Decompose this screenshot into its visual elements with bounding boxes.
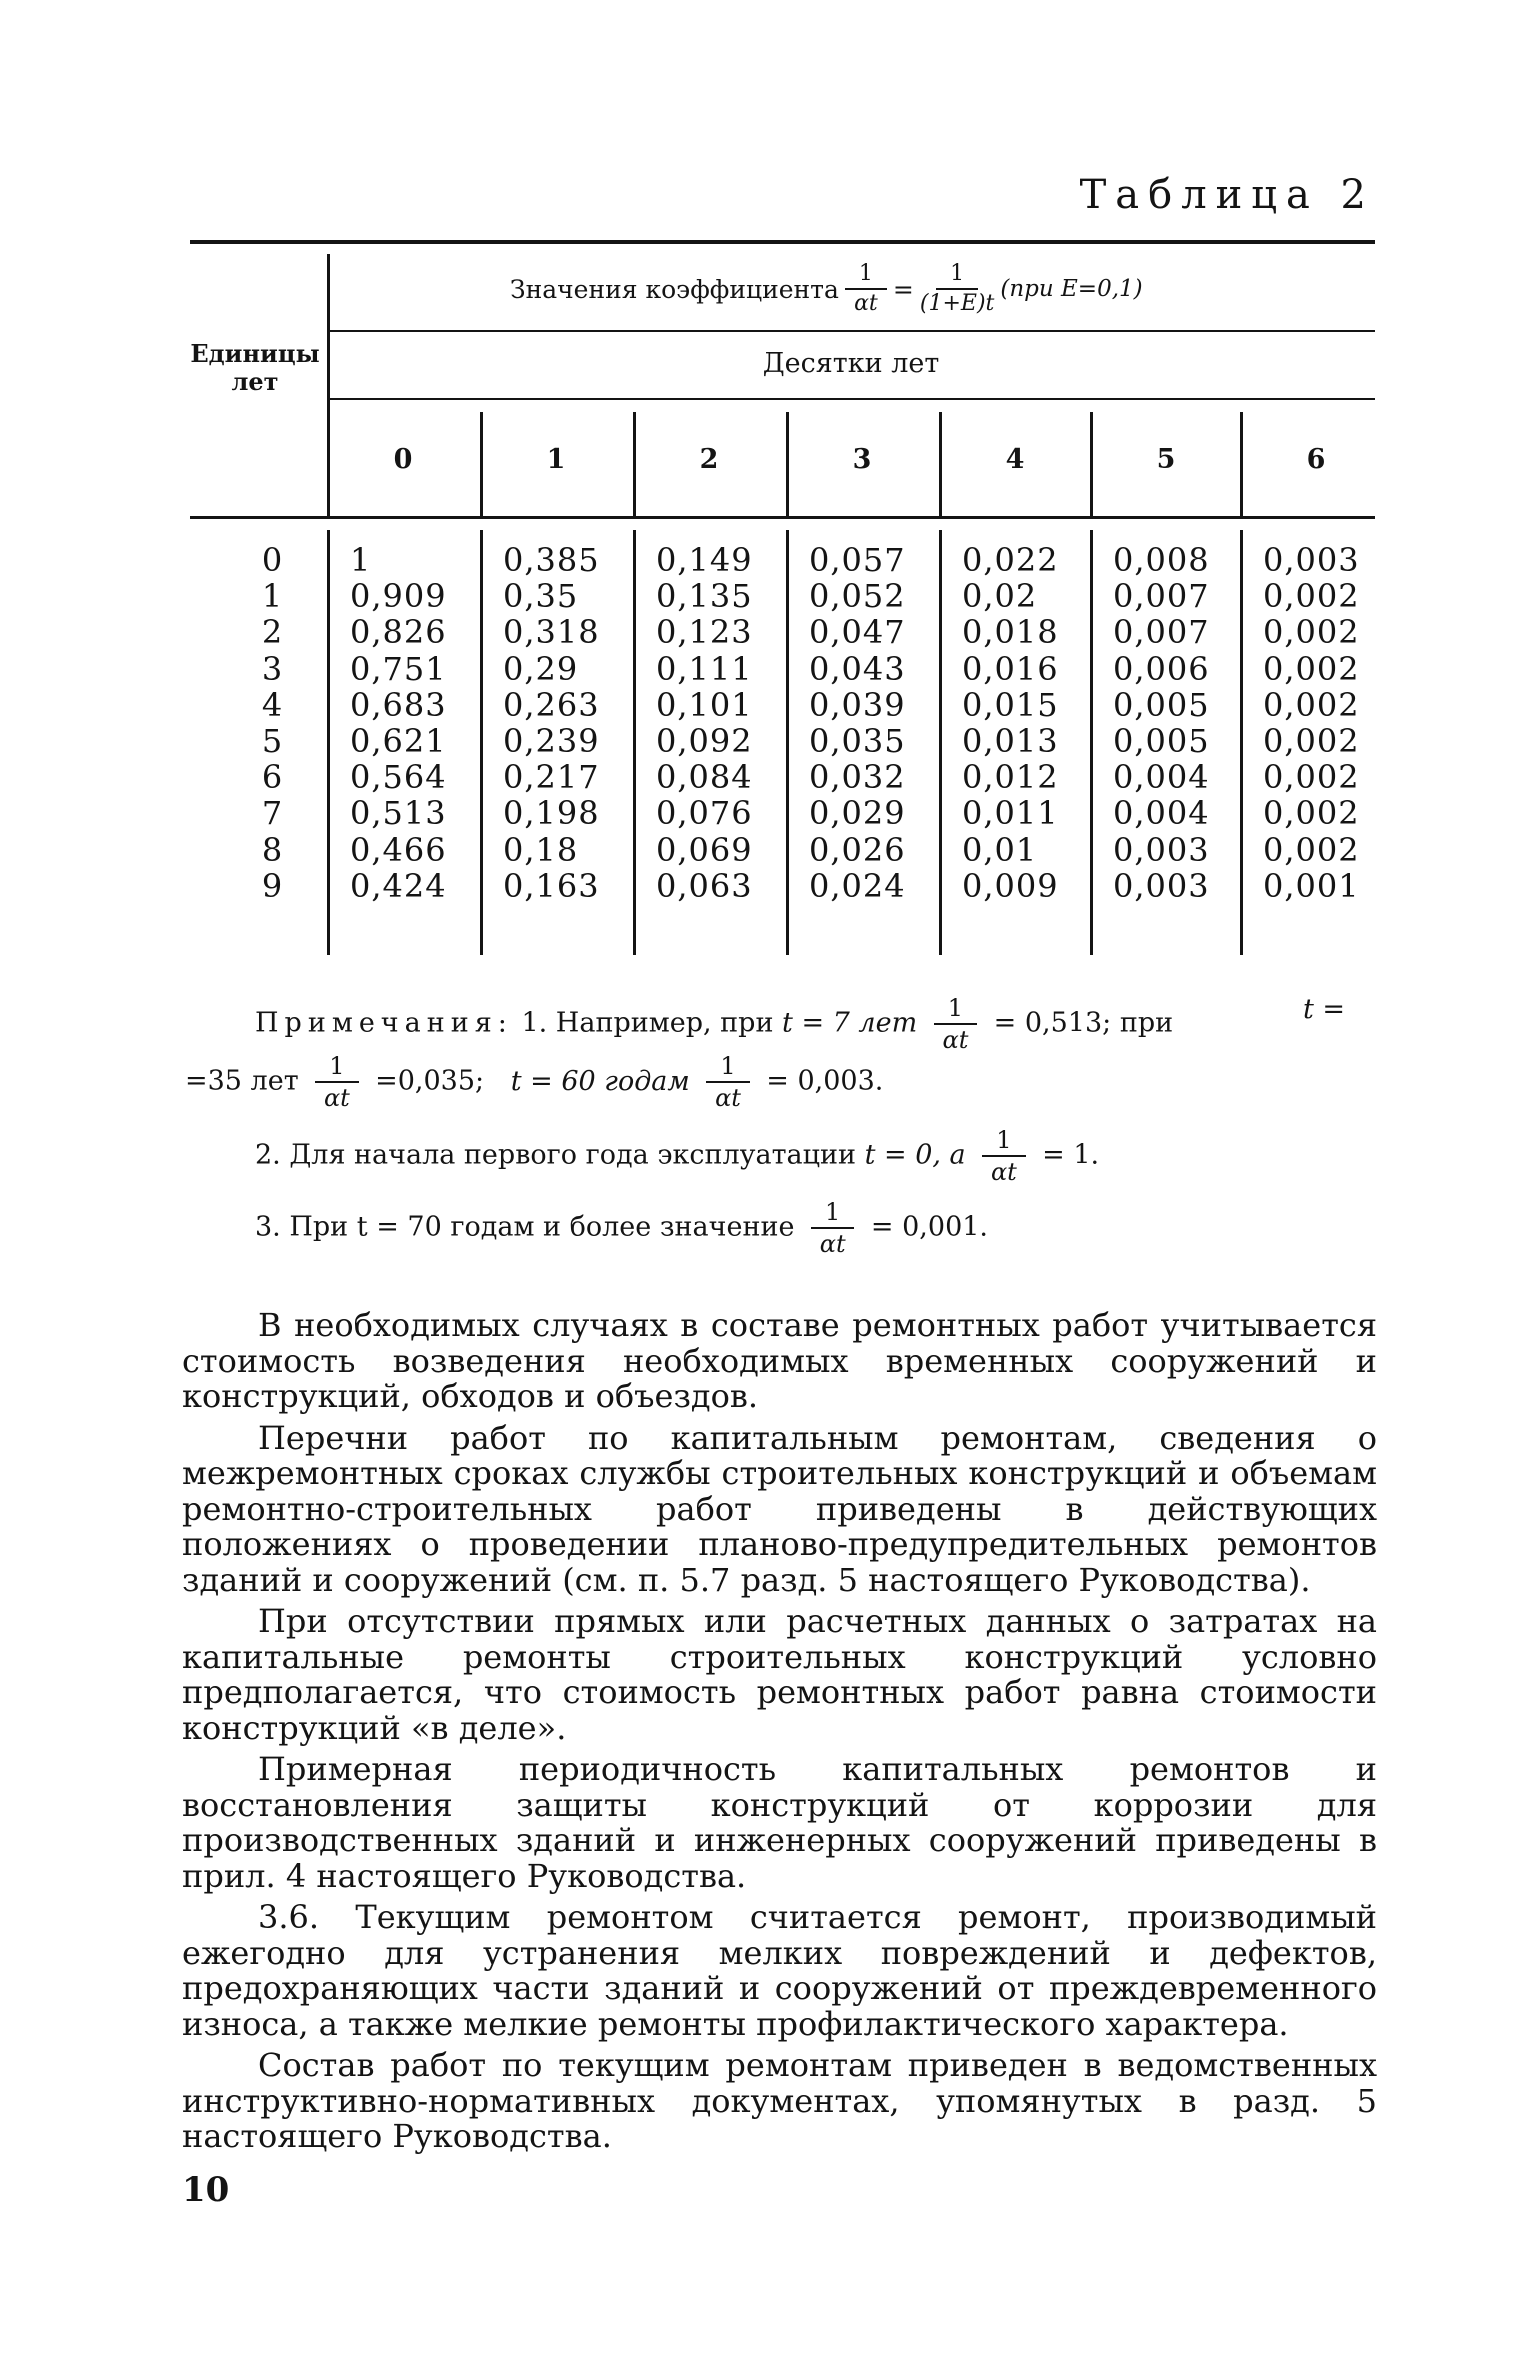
table-cell: 0,826 <box>350 613 447 652</box>
table-cell: 0,002 <box>1263 649 1360 688</box>
fraction-numerator: 1 <box>706 1051 749 1083</box>
formula-fraction-1 <box>845 260 887 318</box>
table-cell: 0,005 <box>1113 685 1210 724</box>
notes-label: Примечания: <box>255 1007 513 1039</box>
formula-fraction-2 <box>920 260 995 318</box>
paragraph-6: Состав работ по текущим ремонтам приведен в ведомственных инструктивно-нормативных документах, упомянутых в разд. 5 настоящего Руководства. <box>182 2046 1377 2155</box>
table-cell: 0,101 <box>656 685 753 724</box>
note-1-text-d: t = <box>1303 994 1346 1025</box>
note-3 <box>255 1197 988 1259</box>
row-header-7: 7 <box>261 794 283 833</box>
table-cell: 0,026 <box>809 830 906 869</box>
table-cell: 0,032 <box>809 758 906 797</box>
table-cell: 0,02 <box>962 577 1038 616</box>
table-cell: 0,004 <box>1113 794 1210 833</box>
units-column-divider <box>327 254 330 516</box>
note-1-text-h: = 0,003. <box>766 1065 884 1097</box>
row-header-3: 3 <box>261 649 283 688</box>
body-text <box>182 1308 1377 2161</box>
table-cell: 0,564 <box>350 758 447 797</box>
table-cell: 0,047 <box>809 613 906 652</box>
table-cell: 0,035 <box>809 722 906 760</box>
table-cell: 0,012 <box>962 758 1059 797</box>
table-cell: 0,198 <box>503 794 600 833</box>
table-cell: 0,013 <box>962 722 1059 760</box>
note-1-line-1 <box>255 993 1173 1055</box>
table-cell: 0,007 <box>1113 613 1210 652</box>
note-2-text-b: t = 0, а <box>864 1139 966 1171</box>
paragraph-1: В необходимых случаях в составе ремонтных работ учитывается стоимость возведения необходимых временных сооружений и конструкций, обходов и объездов. <box>182 1306 1377 1415</box>
note-1-text-b: t = 7 лет <box>782 1007 918 1039</box>
row-header-6: 6 <box>261 758 283 797</box>
note-1-line-2 <box>185 1051 883 1113</box>
note-3-text-a: 3. При <box>255 1211 349 1243</box>
table-cell: 0,002 <box>1263 685 1360 724</box>
row-header-9: 9 <box>261 866 283 905</box>
table-cell: 0,002 <box>1263 722 1360 760</box>
fraction-denominator: αt <box>819 1230 846 1258</box>
table-cell: 0,217 <box>503 758 600 797</box>
table-cell: 0,111 <box>656 649 753 688</box>
note-1-fraction <box>934 993 977 1055</box>
table-cell: 0,385 <box>503 541 600 579</box>
paragraph-3: При отсутствии прямых или расчетных данных о затратах на капитальные ремонты строительных конструкций условно предполагается, что стоимость ремонтных работ равна стоимости конструкций «в деле». <box>182 1602 1377 1747</box>
table-cell: 0,35 <box>503 577 579 616</box>
table-cell: 0,002 <box>1263 830 1360 869</box>
paragraph-2: Перечни работ по капитальным ремонтам, сведения о межремонтных сроках службы строительных конструкций и объемам ремонтно-строительных работ приведены в действующих положениях о проведении планово-предупредительных ремонтов зданий и сооружений (см. п. 5.7 разд. 5 настоящего Руководства). <box>182 1418 1377 1599</box>
paragraph-5: 3.6. Текущим ремонтом считается ремонт, производимый ежегодно для устранения мелких повреждений и дефектов, предохраняющих части зданий и сооружений от преждевременного износа, а также мелкие ремонты профилактического характера. <box>182 1898 1377 2043</box>
table-cell: 0,052 <box>809 577 906 616</box>
table-cell: 0,092 <box>656 722 753 760</box>
note-2-text-c: = 1. <box>1042 1139 1100 1171</box>
fraction-denominator: (1+E)t <box>919 291 995 316</box>
table-cell: 0,007 <box>1113 577 1210 616</box>
table-cell: 0,29 <box>503 649 579 688</box>
fraction-denominator: αt <box>323 1084 350 1112</box>
formula-rule <box>328 330 1375 332</box>
column-header-3: 3 <box>852 444 872 475</box>
decades-rule <box>328 398 1375 400</box>
note-3-text-b: t = 70 годам и более значение <box>356 1211 795 1243</box>
note-2-fraction <box>982 1125 1025 1187</box>
column-header-4: 4 <box>1005 444 1025 475</box>
decades-header: Десятки лет <box>762 348 940 379</box>
fraction-numerator: 1 <box>315 1051 358 1083</box>
note-1-text-f: =0,035; <box>375 1065 485 1097</box>
paragraph-4: Примерная периодичность капитальных ремонтов и восстановления защиты конструкций от коррозии для производственных зданий и инженерных сооружений приведены в прил. 4 настоящего Руководства. <box>182 1750 1377 1895</box>
table-cell: 0,466 <box>350 830 447 869</box>
table-cell: 0,001 <box>1263 866 1360 905</box>
table-cell: 0,018 <box>962 613 1059 652</box>
row-header-4: 4 <box>261 685 283 724</box>
column-header-0: 0 <box>393 444 413 475</box>
table-cell: 0,039 <box>809 685 906 724</box>
fraction-numerator: 1 <box>811 1197 854 1229</box>
table-cell: 0,424 <box>350 866 447 905</box>
note-1-text-g: t = 60 годам <box>510 1065 690 1097</box>
table-cell: 0,084 <box>656 758 753 797</box>
column-header-5: 5 <box>1156 444 1176 475</box>
fraction-denominator: αt <box>715 1084 741 1112</box>
note-1-text-a: 1. Например, при <box>521 1007 774 1039</box>
table-cell: 0,909 <box>350 577 447 616</box>
table-cell: 0,043 <box>809 649 906 688</box>
table-cell: 0,002 <box>1263 794 1360 833</box>
coefficient-table <box>182 240 1375 955</box>
table-cell: 0,18 <box>503 830 579 869</box>
table-cell: 0,683 <box>350 685 447 724</box>
fraction-numerator: 1 <box>982 1125 1025 1157</box>
table-title: Таблица 2 <box>1079 172 1375 218</box>
table-cell: 0,004 <box>1113 758 1210 797</box>
units-header: Единицы лет <box>190 339 320 396</box>
table-cell: 0,063 <box>656 866 753 905</box>
fraction-numerator: 1 <box>934 993 977 1025</box>
table-cell: 0,003 <box>1113 830 1210 869</box>
row-header-0: 0 <box>261 541 283 579</box>
column-header-1: 1 <box>546 444 566 475</box>
table-cell: 0,008 <box>1113 541 1210 579</box>
table-top-rule <box>190 240 1375 244</box>
note-2-text-a: 2. Для начала первого года эксплуатации <box>255 1139 856 1171</box>
fraction-denominator: αt <box>990 1158 1017 1186</box>
table-cell: 0,003 <box>1263 541 1360 579</box>
header-bottom-rule <box>190 516 1375 519</box>
table-cell: 0,002 <box>1263 577 1360 616</box>
table-cell: 0,263 <box>503 685 600 724</box>
fraction-numerator: 1 <box>936 260 978 290</box>
note-3-fraction <box>811 1197 854 1259</box>
table-cell: 0,016 <box>962 649 1059 688</box>
units-column-divider-body <box>327 530 330 955</box>
formula-prefix: Значения коэффициента <box>510 274 839 304</box>
table-cell: 0,149 <box>656 541 753 579</box>
fraction-denominator: αt <box>942 1026 969 1054</box>
table-cell: 0,069 <box>656 830 753 869</box>
table-cell: 0,057 <box>809 541 906 579</box>
table-cell: 0,006 <box>1113 649 1210 688</box>
table-cell: 0,01 <box>962 830 1038 869</box>
table-cell: 0,024 <box>809 866 906 905</box>
table-cell: 0,513 <box>350 794 447 833</box>
formula-equals: = <box>892 274 914 304</box>
column-header-2: 2 <box>699 444 719 475</box>
table-cell: 0,163 <box>503 866 600 905</box>
row-header-8: 8 <box>261 830 283 869</box>
table-cell: 0,123 <box>656 613 753 652</box>
table-cell: 0,011 <box>962 794 1059 833</box>
table-cell: 0,015 <box>962 685 1059 724</box>
row-header-1: 1 <box>261 577 283 616</box>
note-3-text-c: = 0,001. <box>870 1211 989 1243</box>
table-cell: 0,751 <box>350 649 447 688</box>
table-cell: 0,029 <box>809 794 906 833</box>
note-2 <box>255 1125 1099 1187</box>
table-cell: 0,621 <box>350 722 447 760</box>
table-cell: 0,009 <box>962 866 1059 905</box>
page-number: 10 <box>182 2170 230 2210</box>
row-header-5: 5 <box>261 722 283 760</box>
table-cell: 0,003 <box>1113 866 1210 905</box>
row-header-2: 2 <box>261 613 283 652</box>
table-cell: 0,318 <box>503 613 600 652</box>
table-cell: 0,005 <box>1113 722 1210 760</box>
table-cell: 0,002 <box>1263 613 1360 652</box>
table-cell: 0,135 <box>656 577 753 616</box>
formula-header <box>510 260 1370 318</box>
note-1-text-e: =35 лет <box>185 1065 299 1097</box>
note-1-text-c: = 0,513; при <box>993 1007 1174 1039</box>
column-header-6: 6 <box>1306 444 1326 475</box>
fraction-numerator: 1 <box>845 260 887 290</box>
fraction-denominator: αt <box>854 291 878 316</box>
table-cell: 0,002 <box>1263 758 1360 797</box>
table-cell: 0,076 <box>656 794 753 833</box>
table-cell: 1 <box>350 541 372 579</box>
table-cell: 0,239 <box>503 722 600 760</box>
formula-suffix: (при E=0,1) <box>1000 276 1143 302</box>
note-1-fraction-3 <box>706 1051 749 1113</box>
note-1-fraction-2 <box>315 1051 358 1113</box>
table-cell: 0,022 <box>962 541 1059 579</box>
